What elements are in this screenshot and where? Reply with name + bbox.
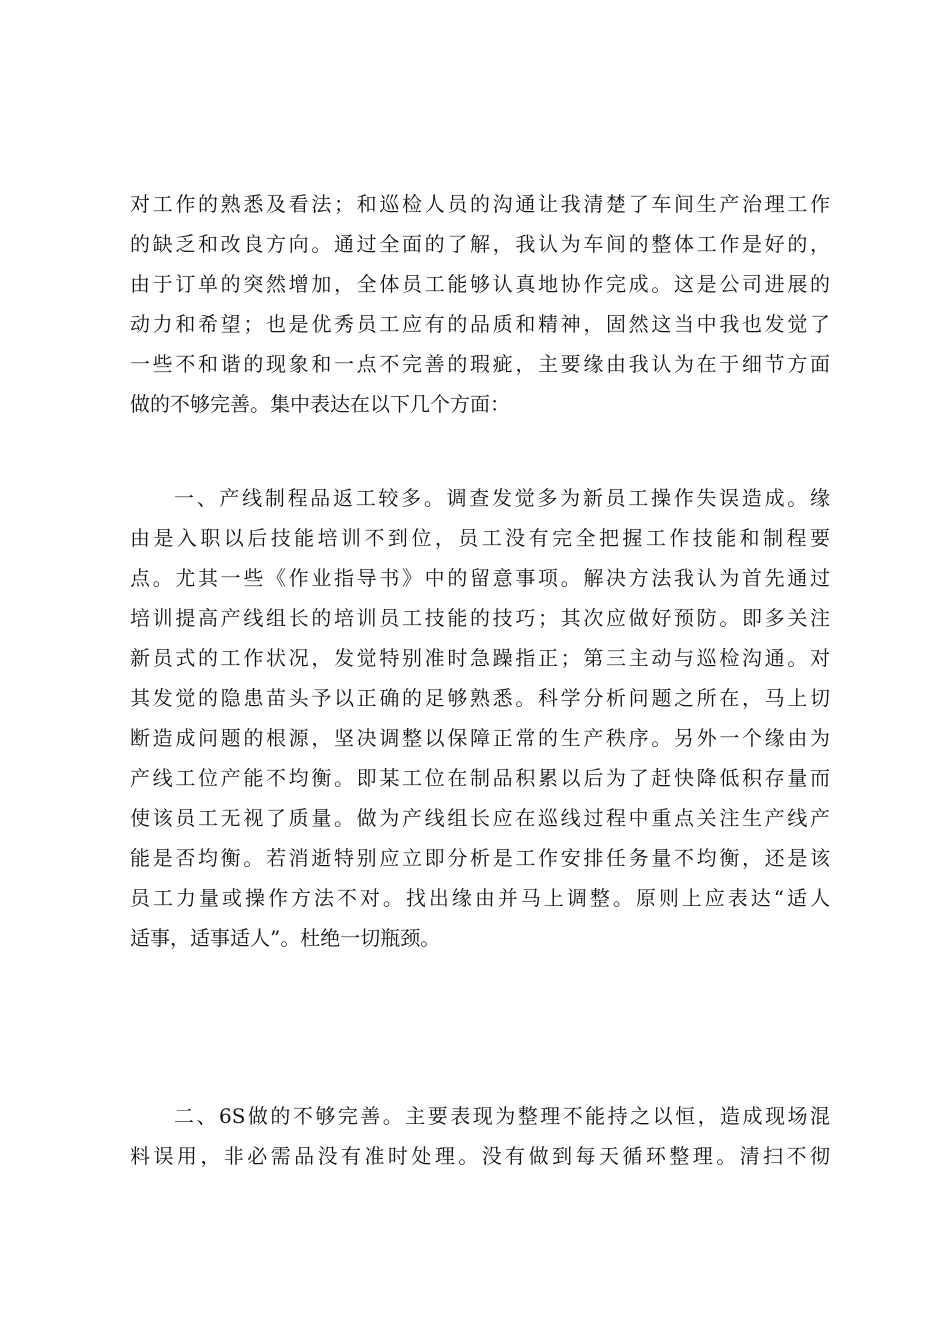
text-line: 对工作的熟悉及看法；和巡检人员的沟通让我清楚了车间生产治理工作 (130, 192, 830, 216)
text-line: 培训提高产线组长的培训员工技能的技巧；其次应做好预防。即多关注 (130, 606, 830, 630)
text-line: 一些不和谐的现象和一点不完善的瑕疵，主要缘由我认为在于细节方面 (130, 352, 830, 376)
text-line: 能是否均衡。若消逝特别应立即分析是工作安排任务量不均衡，还是该 (130, 846, 830, 870)
text-line: 的缺乏和改良方向。通过全面的了解，我认为车间的整体工作是好的， (130, 232, 830, 256)
paragraph-item-two (130, 1096, 830, 1176)
text-line: 适事，适事适人”。杜绝一切瓶颈。 (130, 926, 441, 950)
text-line: 产线工位产能不均衡。即某工位在制品积累以后为了赶快降低积存量而 (130, 766, 830, 790)
text-line: 一、产线制程品返工较多。调查发觉多为新员工操作失误造成。缘 (174, 486, 830, 510)
text-line: 新员式的工作状况，发觉特别准时急躁指正；第三主动与巡检沟通。对 (130, 646, 830, 670)
text-line: 料误用，非必需品没有准时处理。没有做到每天循环整理。清扫不彻 (130, 1144, 830, 1168)
paragraph-item-one (130, 478, 830, 958)
text-line: 其发觉的隐患苗头予以正确的足够熟悉。科学分析问题之所在，马上切 (130, 686, 830, 710)
text-line: 二、6S做的不够完善。主要表现为整理不能持之以恒，造成现场混 (174, 1104, 830, 1128)
text-line: 做的不够完善。集中表达在以下几个方面： (130, 392, 510, 416)
text-line: 由于订单的突然增加，全体员工能够认真地协作完成。这是公司进展的 (130, 272, 830, 296)
text-line: 动力和希望；也是优秀员工应有的品质和精神，固然这当中我也发觉了 (130, 312, 830, 336)
text-line: 使该员工无视了质量。做为产线组长应在巡线过程中重点关注生产线产 (130, 806, 830, 830)
text-line: 员工力量或操作方法不对。找出缘由并马上调整。原则上应表达“适人 (130, 886, 830, 910)
text-line: 点。尤其一些《作业指导书》中的留意事项。解决方法我认为首先通过 (130, 566, 830, 590)
paragraph-intro (130, 184, 830, 424)
text-line: 由是入职以后技能培训不到位，员工没有完全把握工作技能和制程要 (130, 526, 830, 550)
text-line: 断造成问题的根源，坚决调整以保障正常的生产秩序。另外一个缘由为 (130, 726, 830, 750)
